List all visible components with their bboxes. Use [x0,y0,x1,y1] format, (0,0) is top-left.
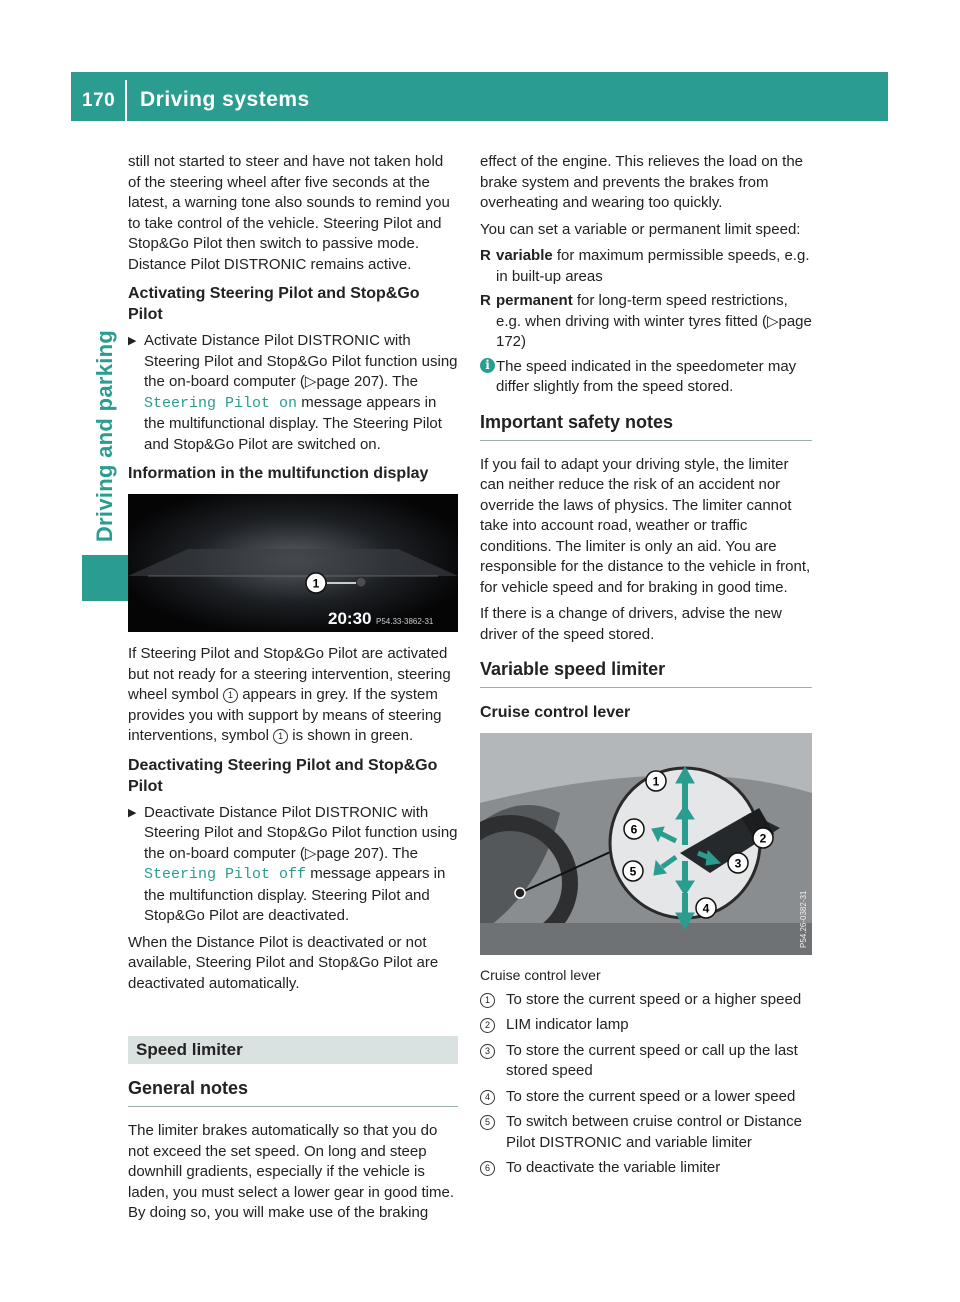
limit-intro: You can set a variable or permanent limit speed: [480,220,801,238]
figure2-code: P54.26-0382-31 [799,890,808,948]
activating-instruction [128,331,458,455]
heading-rule [128,1106,458,1107]
activating-heading: Activating Steering Pilot and Stop&Go Pilot [128,285,420,323]
page-number: 170 [82,90,116,111]
bullet-permanent: R permanent for long-term speed restrictions, e.g. when driving with winter tyres fitted (▷page 172) [480,292,812,350]
page-ref-link[interactable]: page 207). [316,373,389,390]
deactivated-note: When the Distance Pilot is deactivated or not available, Steering Pilot and Stop&Go Pilot are deactivated automatically. [128,933,439,992]
general-notes-paragraph: The limiter brakes automatically so that you do not exceed the set speed. On long and steep downhill gradients, especially if the vehicle is laden, you must select a lower gear in good time. By doing so, you will make use of the braking [128,1122,455,1221]
svg-text:1: 1 [652,774,660,789]
callout-symbol-1: 1 [223,688,238,703]
figure1-callout-label: 1 [312,576,320,591]
callout-symbol-1: 1 [273,729,288,744]
legend-item-5: 5 To switch between cruise control or Distance Pilot DISTRONIC and variable limiter [480,1112,812,1153]
heading-rule [480,687,812,688]
bullet-variable: R variable for maximum permissible speeds, e.g. in built-up areas [480,247,810,285]
page-ref-arrow-icon: ▷ [304,844,317,862]
cruise-lever-heading: Cruise control lever [480,704,631,721]
variable-limiter-heading: Variable speed limiter [480,659,666,679]
page-title: Driving systems [140,88,310,111]
cruise-control-lever-figure [480,733,812,955]
engine-braking-paragraph: effect of the engine. This relieves the load on the brake system and prevents the brakes from overheating and wearing too quickly. [480,153,803,211]
instruction-arrow-icon: ▶ [128,806,137,819]
legend-item-1: 1 To store the current speed or a higher speed [480,990,812,1011]
instruction-text: Deactivate Distance Pilot DISTRONIC with Steering Pilot and Stop&Go Pilot function using the on-board computer ( [144,803,458,862]
svg-text:5: 5 [629,864,637,879]
instruction-arrow-icon: ▶ [128,335,137,347]
bullet-icon: R [480,247,491,264]
side-color-block [82,555,128,601]
svg-text:4: 4 [702,901,710,916]
figure1-clock: 20:30 [328,609,372,628]
page-ref-link[interactable]: page 172) [496,312,812,350]
svg-text:2: 2 [759,831,767,846]
side-chapter-tab [82,286,128,586]
legend-item-6: 6 To deactivate the variable limiter [480,1158,812,1179]
left-column [128,152,458,1230]
info-display-heading: Information in the multifunction display [128,465,429,482]
instruction-text: The [392,844,418,862]
page-ref-link[interactable]: page 207). [316,844,389,862]
intro-paragraph: still not started to steer and have not taken hold of the steering wheel after five seconds at the latest, a warning tone also sounds to remind you to take control of the vehicle. Steering Pilot and Stop&Go Pilot then switch to passive mode. Distance Pilot DISTRONIC remains active. [128,153,450,273]
legend-item-3: 3 To store the current speed or call up the last stored speed [480,1041,812,1082]
page-ref-arrow-icon: ▷ [766,312,779,330]
instruction-text: Activate Distance Pilot DISTRONIC with Steering Pilot and Stop&Go Pilot function using the on-board computer ( [144,332,458,390]
multifunction-display-figure [128,494,458,632]
display-message-on: Steering Pilot on [144,394,298,412]
header-divider [125,80,127,121]
deactivating-instruction [128,803,458,927]
side-chapter-label: Driving and parking [92,329,118,543]
svg-text:3: 3 [734,856,742,871]
instruction-text: message appears in the multifunction display. Steering Pilot and Stop&Go Pilot are deactivated. [144,865,446,924]
heading-rule [480,440,812,441]
figure1-code: P54.33-3862-31 [376,617,434,626]
safety-heading: Important safety notes [480,411,674,432]
instruction-text: The [392,373,418,390]
driver-change-paragraph: If there is a change of drivers, advise the new driver of the speed stored. [480,605,782,643]
speed-limiter-section-title: Speed limiter [128,1036,458,1064]
right-column [480,152,812,1184]
instruction-text: message appears in the multifunctional display. The Steering Pilot and Stop&Go Pilot are switched on. [144,393,442,453]
info-note: i The speed indicated in the speedometer may differ slightly from the speed stored. [480,357,812,398]
safety-paragraph: If you fail to adapt your driving style, the limiter can neither reduce the risk of an accident nor override the laws of physics. The limiter cannot take into account road, weather or traffic conditions. The limiter is only an aid. You are responsible for the distance to the vehicle in front, for vehicle speed and for braking in good time. [480,455,811,596]
figure-caption: Cruise control lever [480,967,601,983]
svg-text:6: 6 [630,822,638,837]
display-message-off: Steering Pilot off [144,866,307,883]
page-ref-arrow-icon: ▷ [304,373,317,390]
steering-wheel-icon [356,577,366,587]
deactivating-heading: Deactivating Steering Pilot and Stop&Go Pilot [128,756,438,795]
info-icon: i [480,358,495,373]
legend-item-2: 2 LIM indicator lamp [480,1015,812,1036]
general-notes-heading: General notes [128,1078,249,1098]
legend-item-4: 4 To store the current speed or a lower speed [480,1087,812,1108]
display-paragraph: If Steering Pilot and Stop&Go Pilot are activated but not ready for a steering intervention, steering wheel symbol 1 appears in grey. If the system provides you with support by means of steering interventions, symbol 1 is shown in green. [128,645,451,744]
bullet-icon: R [480,292,491,309]
